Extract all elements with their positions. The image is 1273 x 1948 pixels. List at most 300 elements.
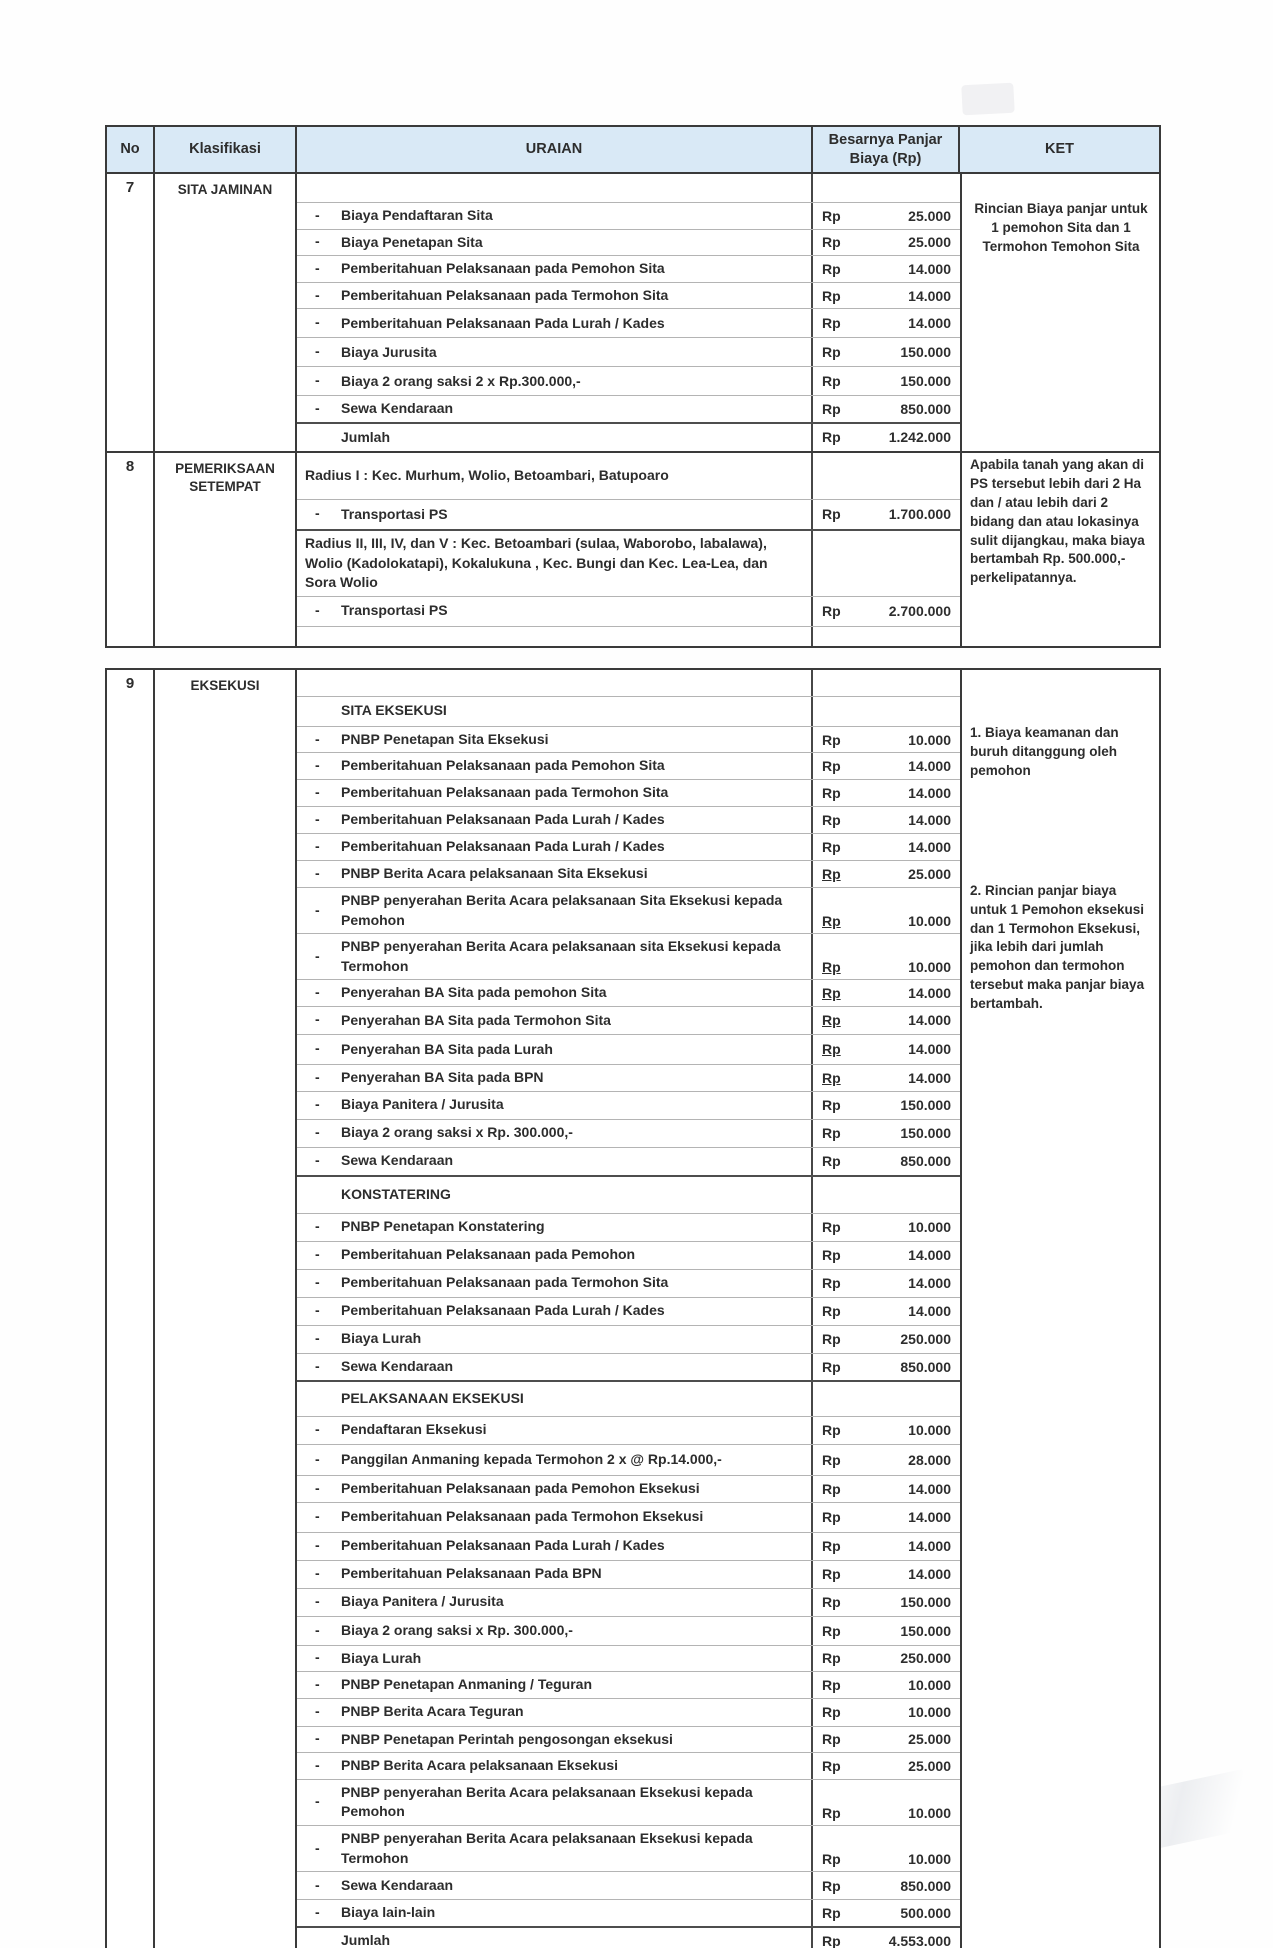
fee-amount-value: 10.000 [908,731,951,748]
fee-amount-value: 28.000 [908,1451,951,1468]
fee-label: Biaya Lurah [341,1649,422,1666]
fee-row [297,626,960,646]
dash-bullet: - [315,837,320,854]
fee-amount-cell [813,934,960,979]
fee-label: Pemberitahuan Pelaksanaan Pada Lurah / Kades [341,1537,665,1554]
fee-amount-value: 25.000 [908,234,951,251]
table-body-lower [107,670,1159,1948]
fee-amount-value: 14.000 [908,985,951,1002]
fee-amount-cell [813,1589,960,1616]
fee-amount-cell [813,1326,960,1353]
fee-row [297,308,960,337]
fee-label: Biaya 2 orang saksi x Rp. 300.000,- [341,1124,573,1141]
fee-amount-value: 850.000 [900,1153,951,1169]
fee-description [297,1065,813,1091]
dash-bullet: - [315,1649,320,1666]
fee-row [297,1899,960,1926]
fee-row [297,282,960,309]
currency-label: Rp [822,506,841,523]
currency-label: Rp [822,1012,841,1029]
fee-amount-cell [813,861,960,887]
fee-amount-value: 14.000 [908,315,951,332]
fee-amount-cell [813,1533,960,1560]
fee-description [297,1503,813,1532]
fee-description [297,1007,813,1034]
fee-row [297,1147,960,1175]
fee-row [297,499,960,529]
fee-amount-cell [813,531,960,596]
fee-row [297,255,960,282]
fee-description [297,1120,813,1147]
fee-description [297,1617,813,1645]
fee-label: Pendaftaran Eksekusi [341,1421,487,1438]
dash-bullet: - [315,1876,320,1893]
fee-label: Biaya 2 orang saksi 2 x Rp.300.000,- [341,372,581,389]
fee-row [297,1380,960,1416]
header-no: No [107,127,155,172]
fee-row [297,229,960,256]
fee-label: Pemberitahuan Pelaksanaan pada Pemohon [341,1246,636,1263]
currency-label: Rp [822,344,841,361]
fee-label: PELAKSANAAN EKSEKUSI [341,1389,524,1406]
remarks-text: 2. Rincian panjar biaya untuk 1 Pemohon eksekusi dan 1 Termohon Eksekusi, jika lebih dari jumlah pemohon dan termohon tersebut maka panjar biaya bertambah. [970,882,1145,1012]
fee-row [297,1926,960,1948]
fee-description [297,256,813,282]
fee-description [297,1417,813,1444]
fee-row [297,1444,960,1475]
fee-label: Biaya Panitera / Jurusita [341,1096,504,1113]
section-classification: SITA JAMINAN [155,174,297,451]
fee-row [297,174,960,202]
fee-row [297,979,960,1006]
fee-label: Pemberitahuan Pelaksanaan pada Pemohon Eksekusi [341,1479,700,1496]
remarks-cell [960,453,1159,646]
fee-amount-value: 14.000 [908,838,951,855]
dash-bullet: - [315,1675,320,1692]
fee-description [297,1445,813,1475]
table-section [107,174,1159,451]
fee-label: Penyerahan BA Sita pada Termohon Sita [341,1011,611,1028]
fee-row [297,1034,960,1064]
dash-bullet: - [315,1507,320,1524]
fee-amount-value: 14.000 [908,1247,951,1263]
fee-amount-cell [813,453,960,499]
fee-label: Jumlah [341,428,391,445]
fee-row [297,529,960,596]
fee-label: Pemberitahuan Pelaksanaan pada Pemohon Sita [341,260,665,277]
dash-bullet: - [315,399,320,416]
fee-description [297,1476,813,1502]
dash-bullet: - [315,1301,320,1318]
fee-description [297,1900,813,1926]
dash-bullet: - [315,372,320,389]
fee-amount-value: 4.553.000 [888,1932,951,1948]
fee-label: Pemberitahuan Pelaksanaan pada Pemohon Sita [341,757,665,774]
fee-amount-cell [813,1298,960,1325]
fee-amount-value: 10.000 [908,1219,951,1235]
fee-amount-cell [813,1445,960,1475]
fee-amount-cell [813,1928,960,1948]
section-rows [297,453,960,646]
fee-amount-cell [813,424,960,451]
fee-amount-cell [813,203,960,229]
table-section [107,670,1159,1948]
fee-amount-value: 10.000 [908,1805,951,1822]
fee-amount-value: 25.000 [908,207,951,224]
fee-amount-value: 25.000 [908,865,951,882]
fee-row [297,453,960,499]
fee-amount-value: 14.000 [908,784,951,801]
currency-label: Rp [822,603,841,620]
fee-row [297,1269,960,1297]
fee-amount-value: 14.000 [908,1566,951,1582]
fee-amount-cell [813,1270,960,1297]
currency-label: Rp [822,1905,841,1922]
fee-description [297,1780,813,1825]
fee-amount-cell [813,1753,960,1779]
fee-row [297,1091,960,1119]
fee-label: Pemberitahuan Pelaksanaan Pada BPN [341,1565,602,1582]
fee-amount-cell [813,283,960,309]
fee-label: Penyerahan BA Sita pada pemohon Sita [341,984,607,1001]
dash-bullet: - [315,1245,320,1262]
fee-row [297,860,960,887]
fee-label: Pemberitahuan Pelaksanaan Pada Lurah / Kades [341,1302,665,1319]
fee-label: Biaya lain-lain [341,1904,436,1921]
fee-description [297,1699,813,1726]
fee-label: PNBP penyerahan Berita Acara pelaksanaan Sita Eksekusi kepada Pemohon [341,891,783,928]
fee-description [297,453,813,499]
fee-row [297,1353,960,1380]
header-besarnya-panjar-biaya [813,127,960,172]
currency-label: Rp [822,1650,841,1667]
fee-amount-cell [813,230,960,256]
fee-amount-cell [813,396,960,422]
fee-description [297,1214,813,1241]
dash-bullet: - [315,1621,320,1638]
fee-amount-value: 10.000 [908,959,951,976]
fee-description [297,283,813,309]
fee-label: Pemberitahuan Pelaksanaan pada Termohon Sita [341,286,669,303]
dash-bullet: - [315,259,320,276]
dash-bullet: - [315,1329,320,1346]
fee-amount-cell [813,1242,960,1269]
fee-label: Sewa Kendaraan [341,1152,454,1169]
currency-label: Rp [822,1480,841,1497]
fee-label: Transportasi PS [341,602,448,619]
fee-label: Pemberitahuan Pelaksanaan pada Termohon Sita [341,784,669,801]
currency-label: Rp [822,1069,841,1086]
fee-amount-value: 150.000 [900,373,951,390]
header-uraian: URAIAN [297,127,813,172]
fee-row [297,1416,960,1444]
dash-bullet: - [315,1151,320,1168]
currency-label: Rp [822,1451,841,1468]
fee-amount-cell [813,627,960,646]
fee-description [297,1177,813,1213]
fee-description [297,1646,813,1672]
currency-label: Rp [822,1538,841,1554]
dash-bullet: - [315,1756,320,1773]
fee-row [297,933,960,979]
fee-amount-value: 14.000 [908,1041,951,1058]
fee-description [297,1826,813,1871]
fee-description [297,230,813,256]
currency-label: Rp [822,913,841,930]
section-number: 9 [107,670,155,1948]
fee-description [297,424,813,451]
dash-bullet: - [315,730,320,747]
fee-amount-value: 10.000 [908,1851,951,1868]
currency-label: Rp [822,1758,841,1775]
fee-label: PNBP Penetapan Konstatering [341,1218,545,1235]
fee-row [297,1119,960,1147]
currency-label: Rp [822,1219,841,1235]
dash-bullet: - [315,810,320,827]
fee-description [297,1672,813,1698]
currency-label: Rp [822,207,841,224]
currency-label: Rp [822,1851,841,1868]
fee-row [297,1560,960,1588]
dash-bullet: - [315,864,320,881]
fee-row [297,1779,960,1825]
header-ket: KET [1045,141,1074,158]
fee-amount-cell [813,1476,960,1502]
fee-amount-value: 25.000 [908,1758,951,1775]
fee-label: Penyerahan BA Sita pada Lurah [341,1040,553,1057]
fee-label: Biaya Jurusita [341,343,437,360]
fee-description [297,1561,813,1588]
fee-row [297,752,960,779]
currency-label: Rp [822,1509,841,1525]
fee-label: Sewa Kendaraan [341,1357,454,1374]
fee-amount-cell [813,1872,960,1899]
fee-amount-value: 14.000 [908,1012,951,1029]
fee-description [297,670,813,696]
fee-label: Jumlah [341,1932,391,1948]
scan-artifact [961,83,1014,116]
fee-label: Biaya 2 orang saksi x Rp. 300.000,- [341,1621,573,1638]
dash-bullet: - [315,1011,320,1028]
fee-row [297,1175,960,1213]
dash-bullet: - [315,233,320,250]
fee-description [297,1148,813,1175]
fee-amount-value: 500.000 [900,1905,951,1922]
fee-amount-value: 250.000 [900,1331,951,1347]
fee-amount-cell [813,1503,960,1532]
currency-label: Rp [822,260,841,277]
fee-label: Biaya Penetapan Sita [341,233,483,250]
fee-row [297,202,960,229]
fee-amount-value: 25.000 [908,1731,951,1748]
header-biaya-line2: Biaya (Rp) [849,150,922,167]
currency-label: Rp [822,315,841,332]
fee-amount-cell [813,1900,960,1926]
currency-label: Rp [822,1275,841,1291]
fee-amount-value: 150.000 [900,344,951,361]
fee-description [297,367,813,395]
dash-bullet: - [315,286,320,303]
fee-row [297,887,960,933]
fee-label: Radius II, III, IV, dan V : Kec. Betoambari (sulaa, Waborobo, labalawa), Wolio (Kadolokatapi), Kokalukuna , Kec. Bungi dan Kec. Lea-Lea, dan Sora Wolio [305,534,768,591]
fee-description [297,834,813,860]
fee-amount-value: 14.000 [908,758,951,775]
fee-amount-cell [813,1646,960,1672]
dash-bullet: - [315,1536,320,1553]
fee-amount-value: 14.000 [908,1303,951,1319]
fee-description [297,1035,813,1064]
fee-label: Pemberitahuan Pelaksanaan pada Termohon Eksekusi [341,1508,704,1525]
fee-description [297,1872,813,1899]
dash-bullet: - [315,206,320,223]
fee-label: Panggilan Anmaning kepada Termohon 2 x @ Rp.14.000,- [341,1450,722,1467]
section-number: 7 [107,174,155,451]
fee-label: Biaya Panitera / Jurusita [341,1593,504,1610]
fee-row [297,1241,960,1269]
currency-label: Rp [822,1041,841,1058]
fee-amount-value: 10.000 [908,1676,951,1693]
dash-bullet: - [315,1068,320,1085]
fee-row [297,1064,960,1091]
fee-amount-cell [813,1120,960,1147]
table-section [107,451,1159,646]
currency-label: Rp [822,1303,841,1319]
fee-row [297,1726,960,1753]
fee-amount-cell [813,1617,960,1645]
fee-amount-value: 850.000 [900,1877,951,1894]
remarks-cell [960,174,1159,451]
fee-amount-value: 250.000 [900,1650,951,1667]
dash-bullet: - [315,1839,320,1856]
fee-amount-cell [813,753,960,779]
fee-description [297,727,813,753]
fee-row [297,1671,960,1698]
dash-bullet: - [315,1095,320,1112]
fee-description [297,396,813,422]
section-number: 8 [107,453,155,646]
fee-amount-value: 2.700.000 [888,603,951,620]
currency-label: Rp [822,373,841,390]
currency-label: Rp [822,1566,841,1582]
fee-description [297,753,813,779]
fee-amount-value: 150.000 [900,1097,951,1113]
fee-amount-value: 10.000 [908,1422,951,1438]
currency-label: Rp [822,1676,841,1693]
fee-amount-value: 14.000 [908,1069,951,1086]
fee-table-lower [105,668,1161,1948]
dash-bullet: - [315,1702,320,1719]
fee-amount-cell [813,1382,960,1416]
fee-amount-cell [813,1780,960,1825]
currency-label: Rp [822,1125,841,1141]
fee-amount-cell [813,1727,960,1753]
fee-description [297,174,813,202]
currency-label: Rp [822,1594,841,1610]
fee-description [297,1928,813,1948]
fee-amount-cell [813,1092,960,1119]
currency-label: Rp [822,1097,841,1113]
fee-label: Sewa Kendaraan [341,400,454,417]
fee-amount-cell [813,670,960,696]
fee-amount-cell [813,780,960,806]
dash-bullet: - [315,1123,320,1140]
currency-label: Rp [822,401,841,418]
fee-label: SITA EKSEKUSI [341,702,447,719]
fee-amount-cell [813,1065,960,1091]
fee-amount-cell [813,338,960,366]
fee-description [297,597,813,626]
currency-label: Rp [822,1358,841,1375]
fee-label: Sewa Kendaraan [341,1876,454,1893]
dash-bullet: - [315,505,320,522]
remarks-cell [960,670,1159,1948]
dash-bullet: - [315,1420,320,1437]
fee-label: PNBP Berita Acara pelaksanaan Sita Eksekusi [341,865,648,882]
fee-amount-value: 14.000 [908,1509,951,1525]
fee-amount-cell [813,834,960,860]
fee-amount-value: 14.000 [908,260,951,277]
dash-bullet: - [315,1592,320,1609]
fee-label: Biaya Lurah [341,1330,422,1347]
currency-label: Rp [822,865,841,882]
fee-amount-cell [813,1214,960,1241]
fee-label: PNBP Berita Acara pelaksanaan Eksekusi [341,1757,619,1774]
fee-amount-value: 14.000 [908,811,951,828]
dash-bullet: - [315,602,320,619]
fee-row [297,1297,960,1325]
fee-amount-cell [813,697,960,726]
remarks-text: Rincian Biaya panjar untuk 1 pemohon Sita dan 1 Termohon Temohon Sita [974,201,1148,254]
remarks-text: Apabila tanah yang akan di PS tersebut lebih dari 2 Ha dan / atau lebih dari 2 bidang dan atau lokasinya sulit dijangkau, maka biaya bertambah Rp. 500.000,- perkelipatannya. [970,456,1145,586]
dash-bullet: - [315,947,320,964]
currency-label: Rp [822,1622,841,1639]
fee-row [297,596,960,626]
currency-label: Rp [822,1731,841,1748]
fee-row [297,1752,960,1779]
fee-description [297,807,813,833]
fee-description [297,1589,813,1616]
fee-label: PNBP penyerahan Berita Acara pelaksanaan Eksekusi kepada Termohon [341,1830,753,1866]
currency-label: Rp [822,959,841,976]
dash-bullet: - [315,1903,320,1920]
fee-row [297,1616,960,1645]
currency-label: Rp [822,1331,841,1347]
fee-amount-cell [813,256,960,282]
remarks-text: 1. Biaya keamanan dan buruh ditanggung oleh pemohon [970,724,1119,778]
fee-description [297,1326,813,1353]
fee-amount-cell [813,1007,960,1034]
fee-amount-cell [813,727,960,753]
fee-amount-value: 14.000 [908,1538,951,1554]
fee-amount-cell [813,174,960,202]
fee-amount-cell [813,309,960,337]
fee-amount-value: 850.000 [900,401,951,418]
fee-label: Pemberitahuan Pelaksanaan Pada Lurah / Kades [341,314,665,331]
currency-label: Rp [822,1805,841,1822]
currency-label: Rp [822,429,841,446]
fee-amount-value: 14.000 [908,1480,951,1497]
fee-row [297,337,960,366]
fee-description [297,338,813,366]
fee-row [297,670,960,696]
fee-amount-value: 150.000 [900,1594,951,1610]
fee-amount-value: 150.000 [900,1125,951,1141]
table-header-row [107,127,1159,174]
fee-amount-cell [813,1035,960,1064]
currency-label: Rp [822,1153,841,1169]
currency-label: Rp [822,1247,841,1263]
dash-bullet: - [315,1273,320,1290]
